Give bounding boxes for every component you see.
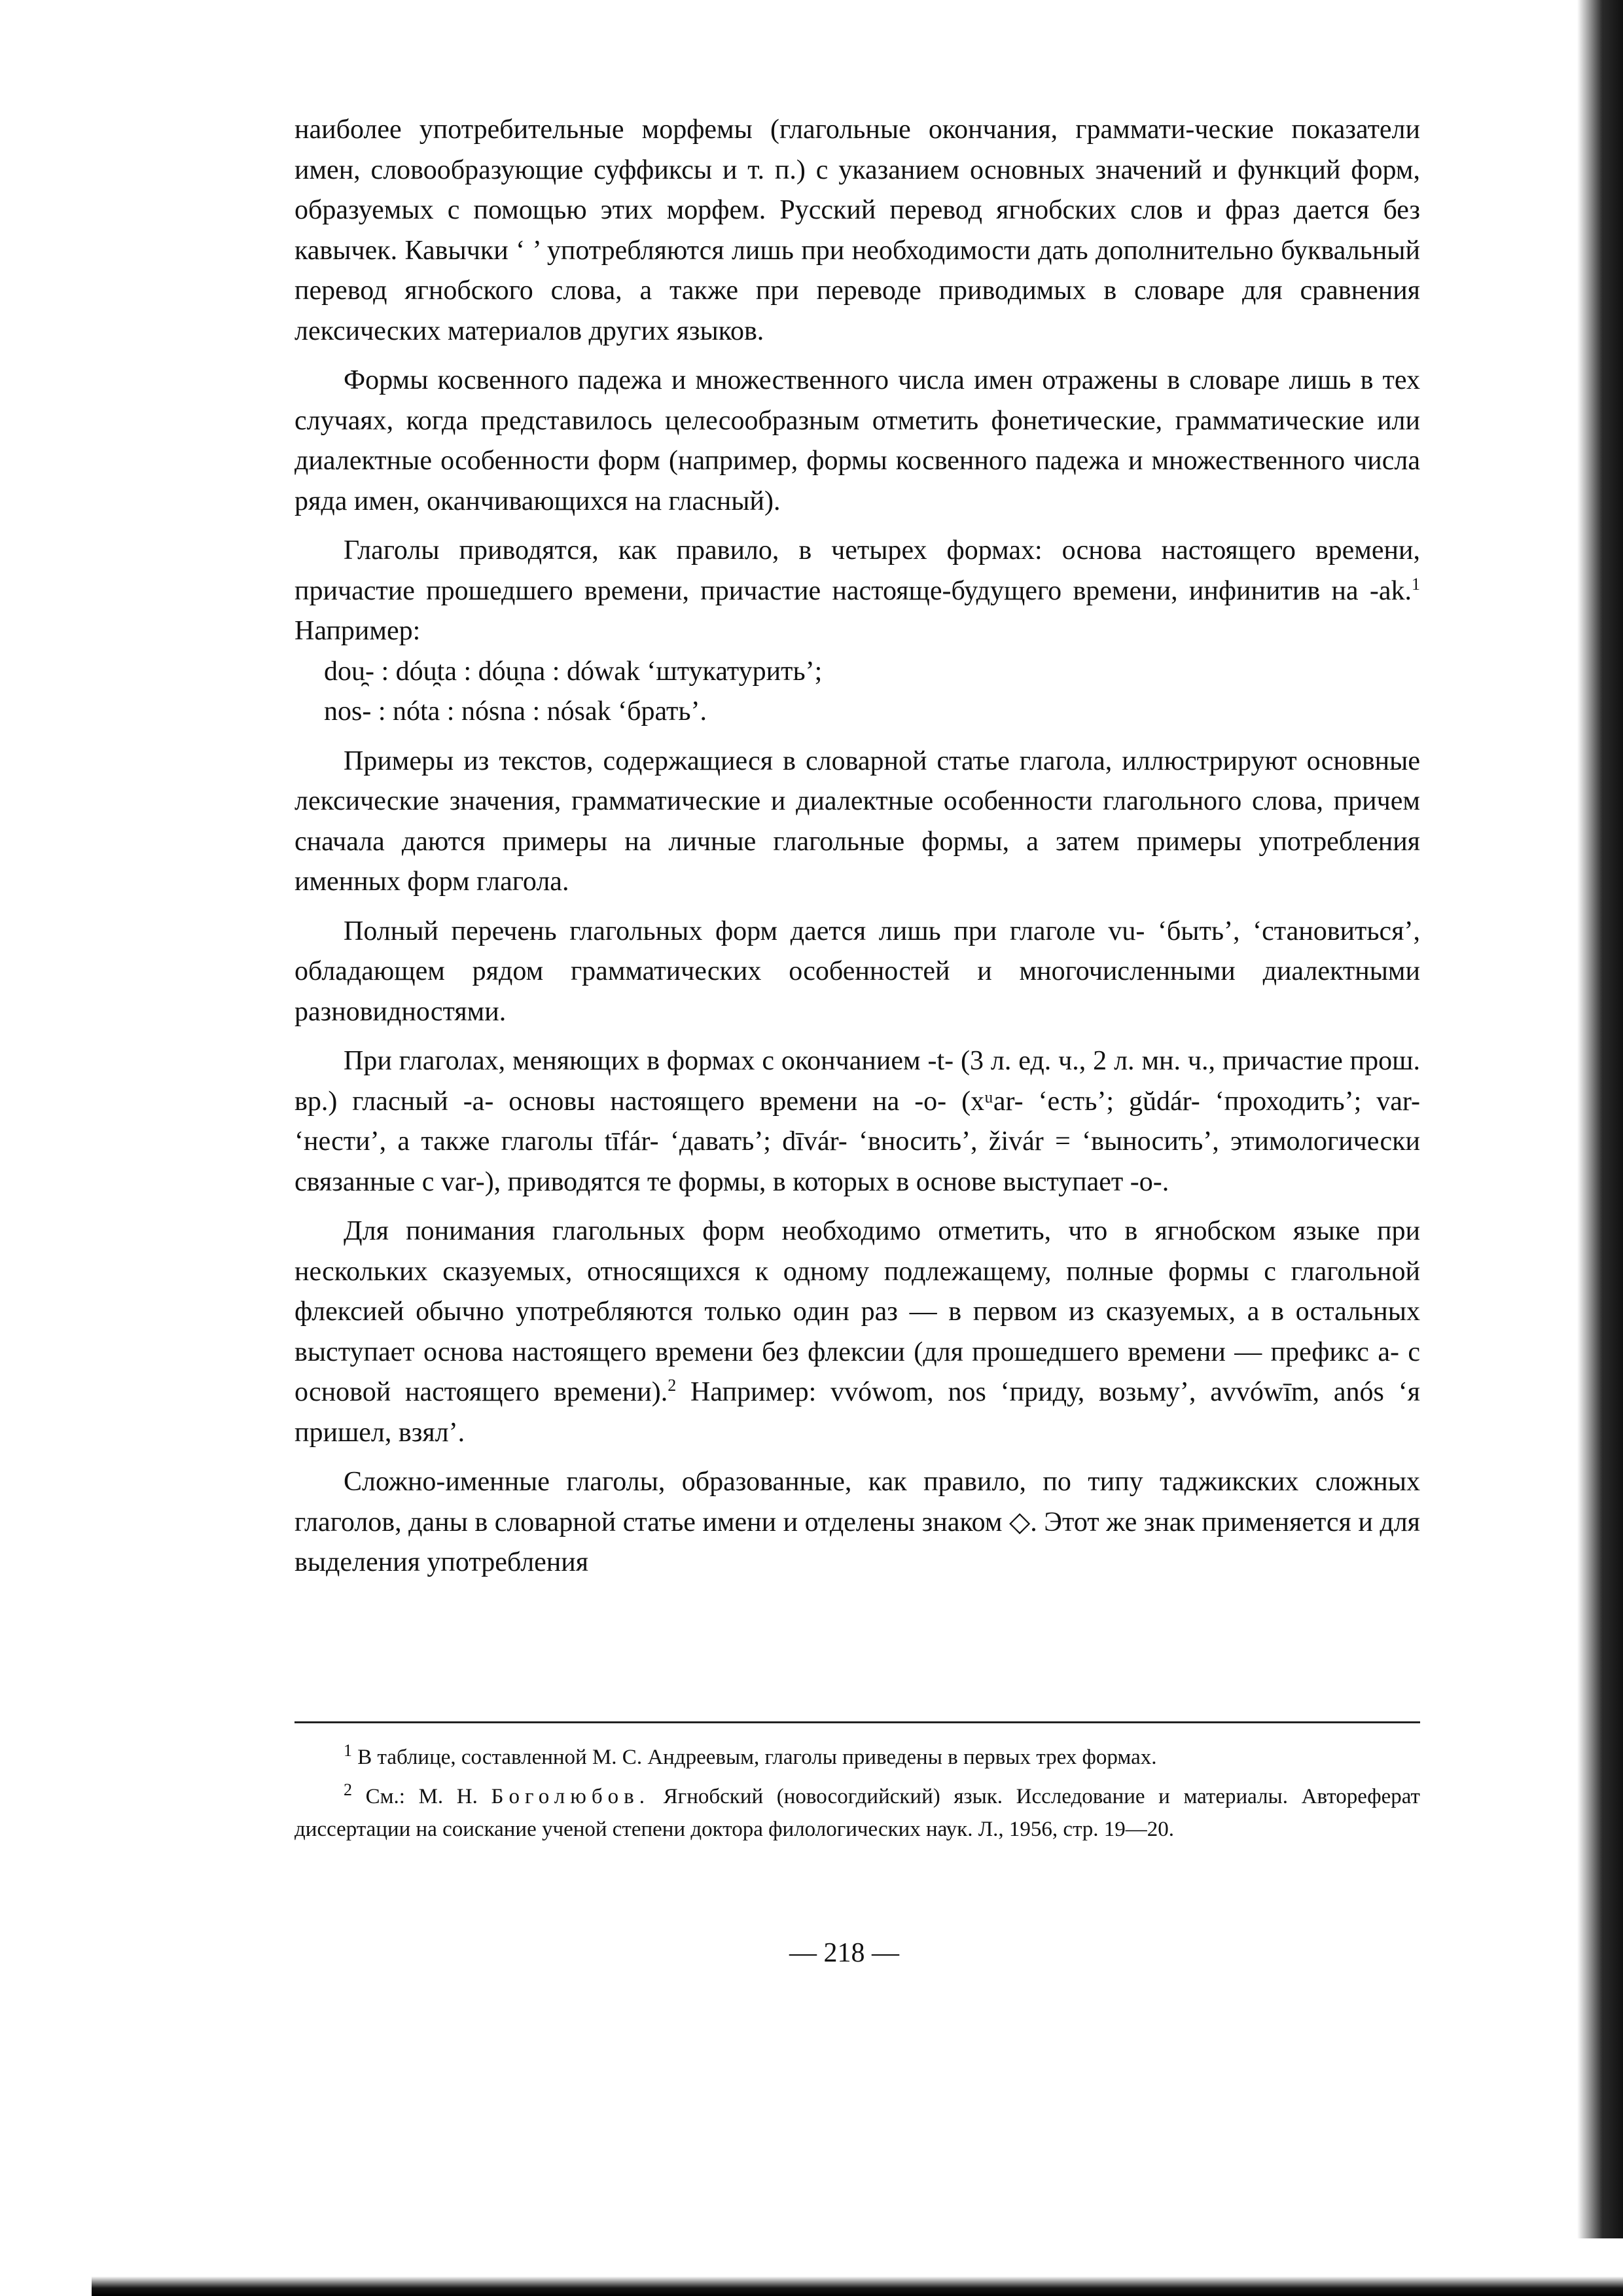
predicates-after: Например: vvówom, nos ‘приду, возьму’, avvówīm, anós ‘я пришел, взял’. — [294, 1377, 1420, 1448]
paragraph-morphemes: наиболее употребительные морфемы (глагольные окончания, граммати-ческие показатели имен, словообразующие суффиксы и т. п.) с указанием основных значений и функций форм, образуемых с помощью этих морфем. Русский перевод ягнобских слов и фраз дается без кавычек. Кавычки ‘ ’ употребляются лишь при необходимости дать дополнительно буквальный перевод ягнобского слова, а также при переводе приводимых в словаре для сравнения лексических материалов других языков. — [294, 115, 1420, 346]
footnote-1-mark: 1 — [344, 1741, 352, 1760]
paragraph-compound-verbs: Сложно-именные глаголы, образованные, как правило, по типу таджикских сложных глаголов, даны в словарной статье имени и отделены знаком ◇. Этот же знак применяется и для выделения употребления — [294, 1467, 1420, 1577]
main-text — [294, 110, 1420, 1583]
footnote-ref-1: 1 — [1412, 574, 1420, 594]
example-dou: dou̯- : dóu̯ta : dóu̯na : dówak ‘штукатурить’; — [324, 656, 823, 687]
footnote-2-text: Ягнобский (новосогдийский) язык. Исследование и материалы. Автореферат диссертации на соискание ученой степени доктора филологических наук. Л., 1956, стр. 19—20. — [294, 1785, 1420, 1841]
footnote-2-prefix: См.: М. Н. — [352, 1785, 491, 1808]
scan-shadow-bottom — [92, 2276, 1623, 2296]
footnotes — [294, 1741, 1420, 1852]
example-nos: nos- : nóta : nósna : nósak ‘брать’. — [324, 696, 707, 726]
footnote-2-author: Боголюбов. — [491, 1785, 651, 1808]
footnote-2-mark: 2 — [344, 1780, 352, 1799]
footnote-ref-2: 2 — [668, 1376, 677, 1395]
footnote-divider — [294, 1721, 1420, 1723]
verb-forms-text: Глаголы приводятся, как правило, в четырех формах: основа настоящего времени, причастие прошедшего времени, причастие настояще-будущего времени, инфинитив на -ak. — [294, 535, 1420, 606]
paragraph-examples: Примеры из текстов, содержащиеся в словарной статье глагола, иллюстрируют основные лексические значения, грамматические и диалектные особенности глагольного слова, причем сначала даются примеры на личные глагольные формы, а затем примеры употребления именных форм глагола. — [294, 745, 1420, 897]
paragraph-verb-forms — [294, 531, 1420, 652]
paragraph-case-forms: Формы косвенного падежа и множественного числа имен отражены в словаре лишь в тех случаях, когда представилось целесообразным отметить фонетические, грамматические или диалектные особенности форм (например, формы косвенного падежа и множественного числа ряда имен, оканчивающихся на гласный). — [294, 365, 1420, 516]
predicates-text: Для понимания глагольных форм необходимо отметить, что в ягнобском языке при нескольких сказуемых, относящихся к одному подлежащему, полные формы с глагольной флексией обычно употребляются только один раз — в первом из сказуемых, а в остальных выступает основа настоящего времени без флексии (для прошедшего времени — префикс a- с основой настоящего времени). — [294, 1216, 1420, 1407]
verb-forms-after: Например: — [294, 616, 421, 646]
paragraph-vowel-change: При глаголах, меняющих в формах с окончанием -t- (3 л. ед. ч., 2 л. мн. ч., причастие прош. вр.) гласный -a- основы настоящего времени на -o- (xᵘar- ‘есть’; gŭdár- ‘проходить’; var- ‘нести’, а также глаголы tīfár- ‘давать’; dīvár- ‘вносить’, živár = ‘выносить’, этимологически связанные с var-), приводятся те формы, в которых в основе выступает -o-. — [294, 1046, 1420, 1197]
footnote-1 — [294, 1741, 1420, 1774]
footnote-1-text: В таблице, составленной М. С. Андреевым, глаголы приведены в первых трех формах. — [352, 1746, 1157, 1769]
footnote-2 — [294, 1780, 1420, 1846]
page-number: — 218 — — [789, 1938, 899, 1968]
paragraph-full-list: Полный перечень глагольных форм дается лишь при глаголе vu- ‘быть’, ‘становиться’, обладающем рядом грамматических особенностей и многочисленными диалектными разновидностями. — [294, 916, 1420, 1027]
scan-shadow-right — [1577, 0, 1623, 2238]
paragraph-predicates — [294, 1211, 1420, 1453]
